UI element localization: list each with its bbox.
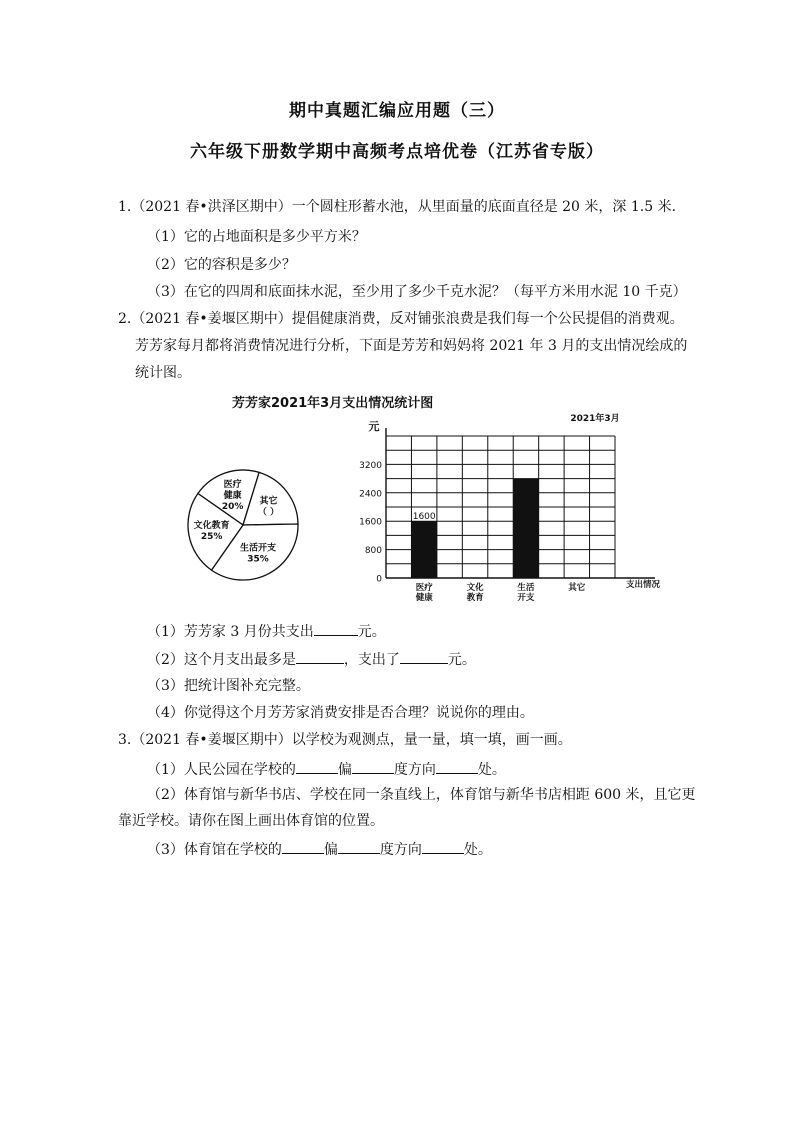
q3-sub3-end: 处。 bbox=[463, 842, 492, 858]
page-subtitle: 六年级下册数学期中高频考点培优卷（江苏省专版） bbox=[190, 142, 604, 162]
q3-sub1 bbox=[147, 759, 506, 779]
y-tick-label: 0 bbox=[376, 574, 382, 585]
x-tick-label: 健康 bbox=[415, 593, 433, 603]
q3-sub1-text: （1）人民公园在学校的 bbox=[147, 762, 296, 778]
q1-sub1: （1）它的占地面积是多少平方米？ bbox=[147, 229, 366, 245]
bar-chart bbox=[359, 412, 660, 603]
chart-title: 芳芳家2021年3月支出情况统计图 bbox=[232, 396, 434, 411]
q2-sub4: （4）你觉得这个月芳芳家消费安排是否合理？说说你的理由。 bbox=[147, 705, 534, 721]
q3-sub3 bbox=[147, 839, 492, 859]
pie-label: 医疗 bbox=[223, 479, 242, 490]
q3-sub3-dir: 度方向 bbox=[379, 842, 422, 858]
x-tick-label: 文化 bbox=[466, 583, 484, 593]
bar bbox=[513, 479, 538, 578]
q3-sub2-line1: （2）体育馆与新华书店、学校在同一条直线上，体育馆与新华书店相距 600 米，且它更 bbox=[147, 787, 696, 803]
q2-sub1-unit: 元。 bbox=[357, 624, 386, 640]
q1-sub2: （2）它的容积是多少？ bbox=[147, 257, 296, 273]
pie-label: 生活开支 bbox=[239, 543, 277, 554]
answer-blank[interactable] bbox=[314, 621, 358, 636]
y-tick-label: 3200 bbox=[359, 460, 382, 471]
x-tick-label: 其它 bbox=[568, 583, 586, 593]
chart-date-label: 2021年3月 bbox=[570, 414, 620, 424]
page-title: 期中真题汇编应用题（三） bbox=[289, 101, 505, 121]
answer-blank[interactable] bbox=[422, 839, 464, 854]
x-tick-label: 医疗 bbox=[415, 583, 433, 593]
pie-label: 25% bbox=[200, 532, 223, 542]
q3-sub1-end: 处。 bbox=[477, 762, 506, 778]
q3-sub3-pian: 偏 bbox=[323, 842, 338, 858]
x-tick-label: 开支 bbox=[517, 593, 535, 603]
bar-data-label: 1600 bbox=[412, 512, 436, 523]
pie-label: 文化教育 bbox=[193, 521, 230, 531]
q1-sub3: （3）在它的四周和底面抹水泥，至少用了多少千克水泥？（每平方米用水泥 10 千克） bbox=[147, 284, 687, 300]
pie-label: 健康 bbox=[223, 490, 242, 501]
y-tick-label: 1600 bbox=[359, 517, 382, 528]
y-axis-label: 元 bbox=[368, 420, 380, 433]
y-tick-label: 2400 bbox=[359, 489, 382, 500]
y-tick-label: 800 bbox=[364, 546, 382, 557]
answer-blank[interactable] bbox=[338, 839, 380, 854]
q1-stem: 1.（2021 春•洪泽区期中）一个圆柱形蓄水池，从里面量的底面直径是 20 米，深 1.5 米． bbox=[118, 199, 686, 215]
x-tick-label: 教育 bbox=[466, 593, 484, 603]
pie-label: （ ） bbox=[257, 507, 280, 518]
answer-blank[interactable] bbox=[352, 759, 394, 774]
pie-chart bbox=[188, 470, 298, 580]
q2-stem-line1: 2.（2021 春•姜堰区期中）提倡健康消费，反对铺张浪费是我们每一个公民提倡的消费观。 bbox=[118, 311, 684, 327]
answer-blank[interactable] bbox=[436, 759, 478, 774]
q3-sub1-dir: 度方向 bbox=[393, 762, 436, 778]
q2-stem-line3: 统计图。 bbox=[135, 365, 191, 381]
x-tick-label: 生活 bbox=[517, 583, 535, 593]
answer-blank[interactable] bbox=[296, 649, 344, 664]
q3-stem: 3.（2021 春•姜堰区期中）以学校为观测点，量一量，填一填，画一画。 bbox=[118, 732, 572, 748]
q2-stem-line2: 芳芳家每月都将消费情况进行分析，下面是芳芳和妈妈将 2021 年 3 月的支出情况绘成的 bbox=[135, 338, 688, 354]
q3-sub3-text: （3）体育馆在学校的 bbox=[147, 842, 282, 858]
q2-sub2-unit: 元。 bbox=[447, 652, 476, 668]
q2-sub3: （3）把统计图补充完整。 bbox=[147, 678, 310, 694]
q2-sub1 bbox=[147, 621, 386, 641]
answer-blank[interactable] bbox=[296, 759, 338, 774]
x-axis-label: 支出情况 bbox=[625, 580, 661, 590]
charts-figure bbox=[150, 384, 670, 609]
q2-sub2-text: （2）这个月支出最多是 bbox=[147, 652, 296, 668]
q2-sub2 bbox=[147, 649, 476, 669]
q3-sub1-pian: 偏 bbox=[337, 762, 352, 778]
pie-label: 20% bbox=[221, 501, 244, 512]
pie-label: 35% bbox=[247, 554, 269, 565]
q2-sub1-text: （1）芳芳家 3 月份共支出 bbox=[147, 624, 314, 640]
q3-sub2-line2: 靠近学校。请你在图上画出体育馆的位置。 bbox=[118, 813, 384, 829]
answer-blank[interactable] bbox=[282, 839, 324, 854]
q2-sub2-mid: ，支出了 bbox=[343, 652, 400, 668]
answer-blank[interactable] bbox=[400, 649, 448, 664]
bar bbox=[411, 521, 436, 578]
pie-label: 其它 bbox=[259, 496, 278, 507]
